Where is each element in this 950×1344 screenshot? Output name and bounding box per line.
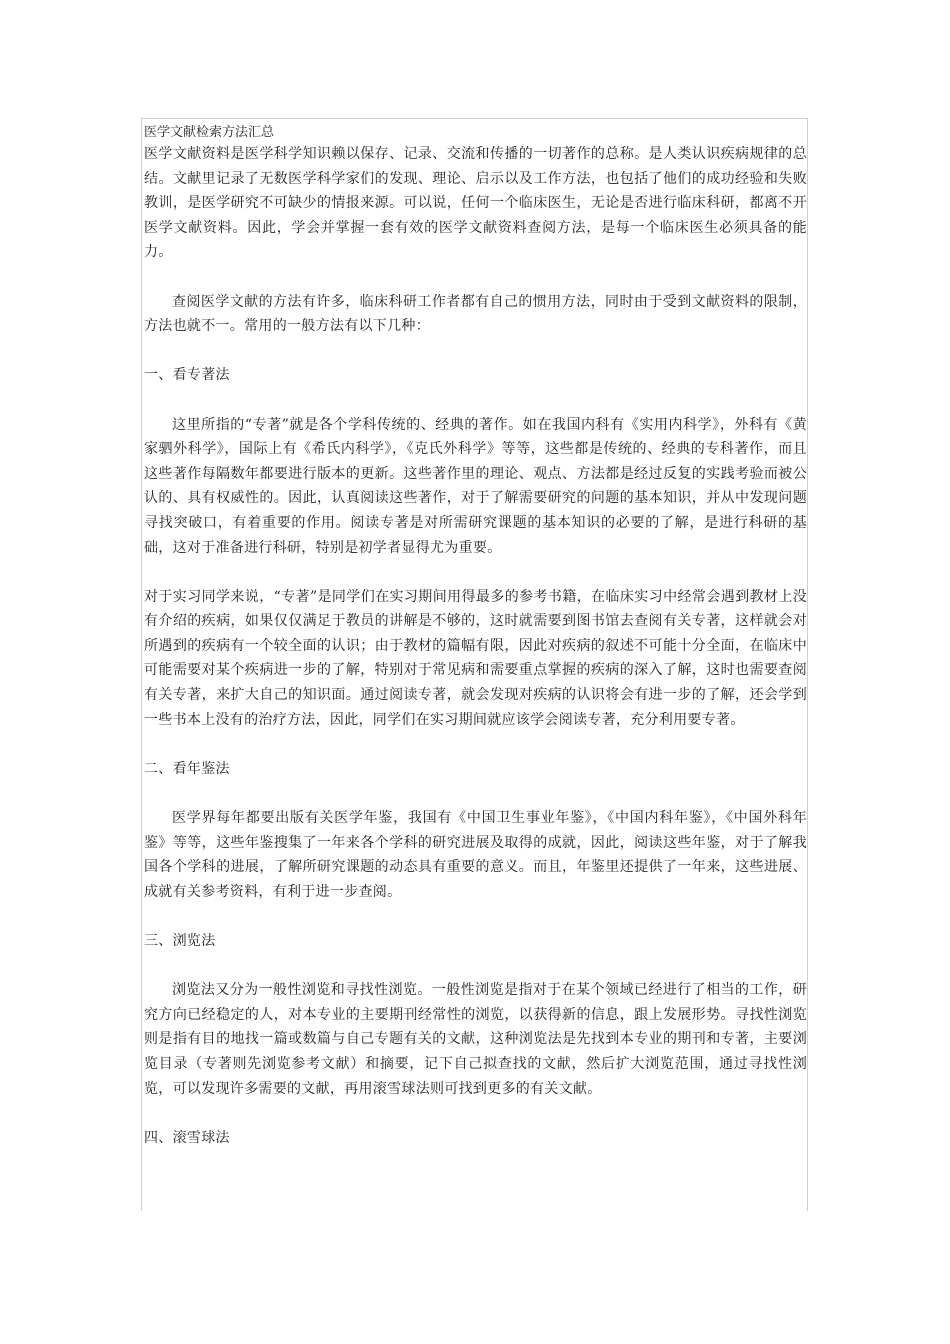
yearbook-paragraph: 医学界每年都要出版有关医学年鉴，我国有《中国卫生事业年鉴》，《中国内科年鉴》，《中国外科年鉴》等等，这些年鉴搜集了一年来各个学科的研究进展及取得的成就，因此，阅读这些年鉴，对于了解我国各个学科的进展，了解所研究课题的动态具有重要的意义。而且，年鉴里还提供了一年来，这些进展、成就有关参考资料，有利于进一步查阅。 [144,810,807,900]
spacer [144,560,807,585]
spacer [144,388,807,413]
monograph-paragraph-1: 这里所指的“专著”就是各个学科传统的、经典的著作。如在我国内科有《实用内科学》，外科有《黄家驷外科学》，国际上有《希氏内科学》，《克氏外科学》等等，这些都是传统的、经典的专科著作，而且这些著作每隔数年都要进行版本的更新。这些著作里的理论、观点、方法都是经过反复的实践考验而被公认的、具有权威性的。因此，认真阅读这些著作，对于了解需要研究的问题的基本知识，并从中发现问题寻找突破口，有着重要的作用。阅读专著是对所需研究课题的基本知识的必要的了解，是进行科研的基础，这对于准备进行科研，特别是初学者显得尤为重要。 [144,416,807,556]
spacer [144,732,807,757]
section-heading-yearbook: 二、看年鉴法 [144,760,230,777]
spacer [144,265,807,290]
document-frame [141,118,808,1211]
section-heading-snowball: 四、滚雪球法 [144,1129,230,1146]
spacer [144,339,807,364]
overview-paragraph: 查阅医学文献的方法有许多，临床科研工作者都有自己的惯用方法，同时由于受到文献资料的限制，方法也就不一。常用的一般方法有以下几种： [144,293,807,335]
intro-paragraph: 医学文献资料是医学科学知识赖以保存、记录、交流和传播的一切著作的总称。是人类认识疾病规律的总结。文献里记录了无数医学科学家们的发现、理论、启示以及工作方法，也包括了他们的成功经验和失败教训，是医学研究不可缺少的情报来源。可以说，任何一个临床医生，无论是否进行临床科研，都离不开医学文献资料。因此，学会并掌握一套有效的医学文献资料查阅方法，是每一个临床医生必须具备的能力。 [144,146,807,261]
monograph-paragraph-2: 对于实习同学来说，“专著”是同学们在实习期间用得最多的参考书籍，在临床实习中经常会遇到教材上没有介绍的疾病，如果仅仅满足于教员的讲解是不够的，这时就需要到图书馆去查阅有关专著，这样就会对所遇到的疾病有一个较全面的认识；由于教材的篇幅有限，因此对疾病的叙述不可能十分全面，在临床中可能需要对某个疾病进一步的了解，特别对于常见病和需要重点掌握的疾病的深入了解，这时也需要查阅有关专著，来扩大自己的知识面。通过阅读专著，就会发现对疾病的认识将会有进一步的了解，还会学到一些书本上没有的治疗方法，因此，同学们在实习期间就应该学会阅读专著，充分利用要专著。 [144,588,807,728]
document-body [144,123,807,1150]
document-title: 医学文献检索方法汇总 [144,125,275,140]
spacer [144,781,807,806]
browsing-paragraph: 浏览法又分为一般性浏览和寻找性浏览。一般性浏览是指对于在某个领域已经进行了相当的工作，研究方向已经稳定的人，对本专业的主要期刊经常性的浏览，以获得新的信息，跟上发展形势。寻找性浏览则是指有目的地找一篇或数篇与自己专题有关的文献，这种浏览法是先找到本专业的期刊和专著，主要浏览目录（专著则先浏览参考文献）和摘要，记下自己拟查找的文献，然后扩大浏览范围，通过寻找性浏览，可以发现许多需要的文献，再用滚雪球法则可找到更多的有关文献。 [144,982,807,1097]
spacer [144,904,807,929]
section-heading-monograph: 一、看专著法 [144,367,230,384]
spacer [144,1101,807,1126]
spacer [144,954,807,979]
section-heading-browsing: 三、浏览法 [144,933,216,949]
